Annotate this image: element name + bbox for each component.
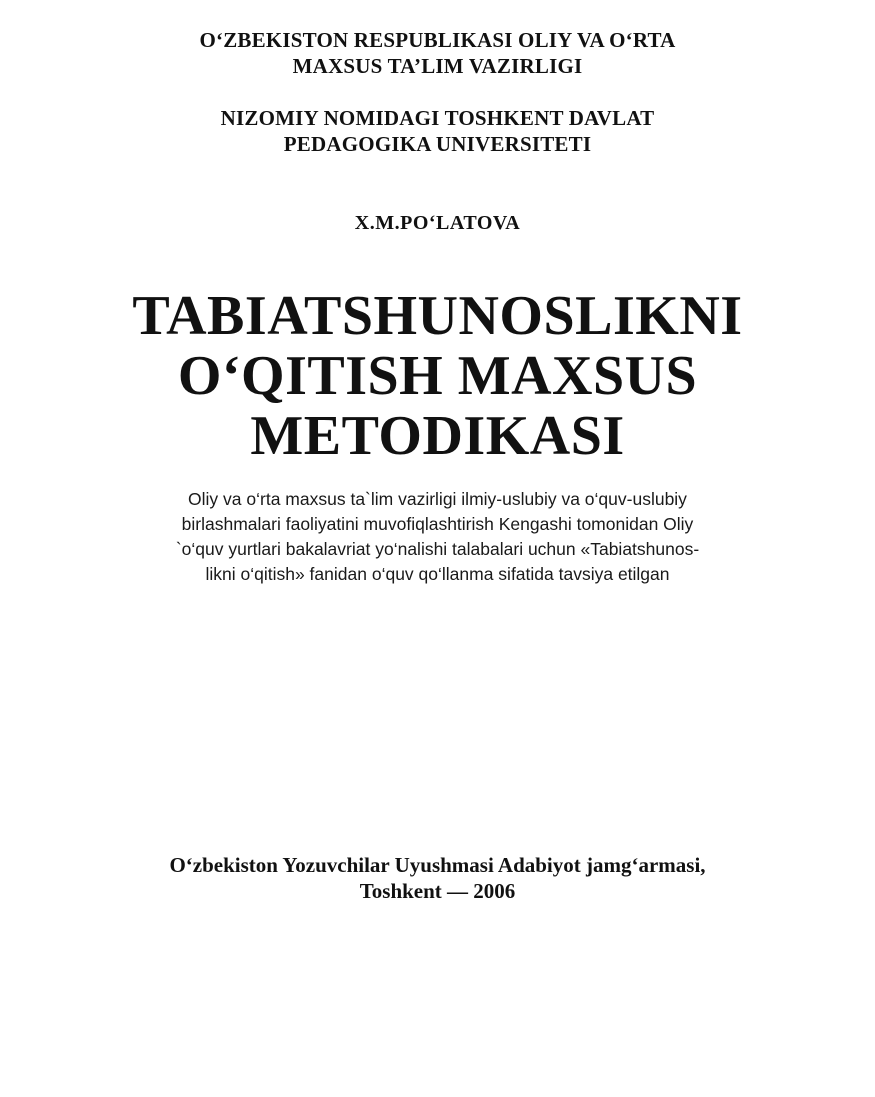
approval-note-line-3: `o‘quv yurtlari bakalavriat yo‘nalishi talabalari uchun «Tabiatshunos- xyxy=(175,539,700,559)
publisher-line-1: O‘zbekiston Yozuvchilar Uyushmasi Adabiyot jamg‘armasi, xyxy=(169,853,706,877)
publisher-line-2: Toshkent — 2006 xyxy=(359,879,516,903)
university-name-line-1: NIZOMIY NOMIDAGI TOSHKENT DAVLAT xyxy=(220,106,655,130)
approval-note-line-2: birlashmalari faoliyatini muvofiqlashtirish Kengashi tomonidan Oliy xyxy=(181,514,694,534)
book-title-line-2: O‘QITISH MAXSUS xyxy=(177,345,698,407)
approval-note-line-4: likni o‘qitish» fanidan o‘quv qo‘llanma sifatida tavsiya etilgan xyxy=(205,564,670,584)
university-name-line-2: PEDAGOGIKA UNIVERSITETI xyxy=(283,132,592,156)
book-title-line-3: METODIKASI xyxy=(250,405,625,467)
book-title-line-1: TABIATSHUNOSLIKNI xyxy=(132,285,743,347)
approval-note-line-1: Oliy va o‘rta maxsus ta`lim vazirligi ilmiy-uslubiy va o‘quv-uslubiy xyxy=(188,489,687,509)
ministry-name-line-1: O‘ZBEKISTON RESPUBLIKASI OLIY VA O‘RTA xyxy=(199,28,676,52)
ministry-name-line-2: MAXSUS TA’LIM VAZIRLIGI xyxy=(292,54,583,78)
author-name: X.M.PO‘LATOVA xyxy=(354,212,521,234)
